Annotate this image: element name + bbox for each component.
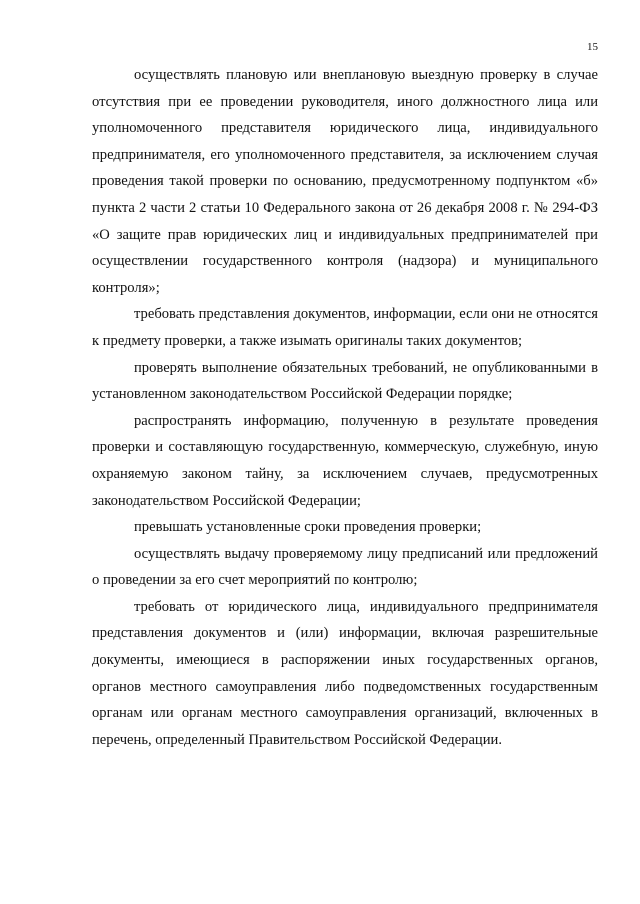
paragraph-request-documents: требовать представления документов, информации, если они не относятся к предмету проверки, а также изымать оригиналы таких документов; xyxy=(92,306,598,349)
paragraph-issue-prescriptions: осуществлять выдачу проверяемому лицу предписаний или предложений о проведении за его счет мероприятий по контролю; xyxy=(92,545,598,589)
document-body xyxy=(92,62,598,753)
paragraph-exceed-deadlines: превышать установленные сроки проведения проверки; xyxy=(134,519,482,536)
paragraph-check-unpublished-requirements: проверять выполнение обязательных требований, не опубликованными в установленном законодательством Российской Федерации порядке; xyxy=(92,359,598,403)
page-number: 15 xyxy=(587,41,598,53)
paragraph-request-permit-documents: требовать от юридического лица, индивидуального предпринимателя представления документов и (или) информации, включая разрешительные документы, имеющиеся в распоряжении иных государственных органов, органов местного самоуправления либо подведомственных государственным органам или органам местного самоуправления организаций, включенных в перечень, определенный Правительством Российской Федерации. xyxy=(92,598,598,748)
paragraph-onsite-inspection-absence: осуществлять плановую или внеплановую выездную проверку в случае отсутствия при ее проведении руководителя, иного должностного лица или уполномоченного представителя юридического лица, индивидуального предпринимателя, его уполномоченного представителя, за исключением случая проведения такой проверки по основанию, предусмотренному подпунктом «б» пункта 2 части 2 статьи 10 Федерального закона от 26 декабря 2008 г. № 294-ФЗ «О защите прав юридических лиц и индивидуальных предпринимателей при осуществлении государственного контроля (надзора) и муниципального контроля»; xyxy=(92,67,598,296)
paragraph-disclose-information: распространять информацию, полученную в результате проведения проверки и составляющую государственную, коммерческую, служебную, иную охраняемую законом тайну, за исключением случаев, предусмотренных законодательством Российской Федерации; xyxy=(92,412,598,509)
